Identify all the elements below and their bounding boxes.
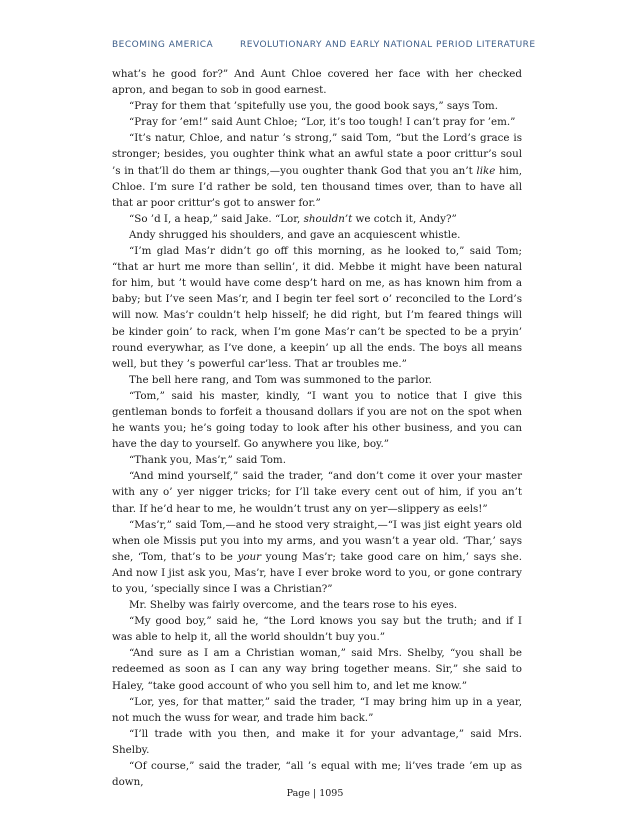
text-run: “So ’d I, a heap,” said Jake. “Lor, (129, 212, 304, 225)
text-run: “Thank you, Mas’r,” said Tom. (129, 454, 286, 467)
text-run: “I’m glad Mas’r didn’t go off this morning, as he looked to,” said Tom; “that ar hurt me more than sellin’, it did. Mebbe it might have been natural for him, but ’t would have come desp’t hard on me, as has known him from a baby; but I’ve seen Mas’r, and I begin ter feel sort o’ reconciled to the Lord’s will now. Mas’r couldn’t help hisself; he did right, but I’m feared things will be kinder goin’ to rack, when I’m gone Mas’r can’t be spected to be a pryin’ round everywhar, as I’ve done, a keepin’ up all the ends. The boys all means well, but they ’s powerful car’less. That ar troubles me.” (112, 245, 522, 370)
text-run: “And mind yourself,” said the trader, “and don’t come it over your master with any o’ yer nigger tricks; for I’ll take every cent out of him, if you an’t thar. If he’d hear to me, he wouldn’t trust any on yer—slippery as eels!” (112, 470, 522, 515)
paragraph (112, 211, 522, 227)
text-run: “It’s natur, Chloe, and natur ’s strong,” said Tom, “but the Lord’s grace is stronger; besides, you oughter think what an awful state a poor crittur’s soul ’s in that’ll do them ar things,—you oughter thank God that you an’t (112, 132, 522, 177)
running-header (112, 40, 536, 50)
paragraph (112, 388, 522, 452)
paragraph (112, 98, 522, 114)
paragraph (112, 66, 522, 98)
text-run: him, Chloe. I’m sure I’d rather be sold, ten thousand times over, than to have all that ar poor crittur’s got to answer for.” (112, 164, 522, 209)
paragraph (112, 726, 522, 758)
page-footer: Page | 1095 (286, 788, 344, 799)
text-run: “Lor, yes, for that matter,” said the trader, “I may bring him up in a year, not much the wuss for wear, and trade him back.” (112, 695, 522, 724)
paragraph (112, 114, 522, 130)
text-run: “Of course,” said the trader, “all ’s equal with me; li’ves trade ’em up as down, (112, 760, 522, 789)
italic-text: your (237, 550, 262, 563)
italic-text: shouldn’t (303, 212, 353, 225)
text-run: “Pray for ’em!” said Aunt Chloe; “Lor, it’s too tough! I can’t pray for ’em.” (129, 116, 516, 129)
text-run: young Mas’r; take good care on him,’ says she. And now I jist ask you, Mas’r, have I ever broke word to you, or gone contrary to you, ’specially since I was a Christian?” (112, 550, 522, 595)
paragraph (112, 372, 522, 388)
paragraph (112, 694, 522, 726)
body-text (112, 66, 522, 790)
text-run: “Mas’r,” said Tom,—and he stood very straight,—“I was jist eight years old when ole Missis put you into my arms, and you wasn’t a year old. ‘Thar,’ says she, ‘Tom, that’s to be (112, 518, 522, 563)
text-run: Andy shrugged his shoulders, and gave an acquiescent whistle. (129, 228, 461, 241)
italic-text: like (476, 164, 496, 177)
paragraph (112, 597, 522, 613)
paragraph (112, 758, 522, 790)
header-section-title: REVOLUTIONARY AND EARLY NATIONAL PERIOD LITERATURE (240, 40, 536, 50)
text-run: what’s he good for?” And Aunt Chloe covered her face with her checked apron, and began to sob in good earnest. (112, 68, 522, 97)
paragraph (112, 243, 522, 372)
paragraph (112, 613, 522, 645)
paragraph (112, 130, 522, 210)
paragraph (112, 468, 522, 516)
text-run: “And sure as I am a Christian woman,” said Mrs. Shelby, “you shall be redeemed as soon as I can any way bring together means. Sir,” she said to Haley, “take good account of who you sell him to, and let me know.” (112, 647, 522, 692)
paragraph (112, 517, 522, 597)
text-run: “I’ll trade with you then, and make it for your advantage,” said Mrs. Shelby. (112, 727, 522, 756)
text-run: Mr. Shelby was fairly overcome, and the tears rose to his eyes. (129, 599, 458, 612)
header-book-title: BECOMING AMERICA (112, 40, 214, 50)
text-run: we cotch it, Andy?” (352, 212, 457, 225)
text-run: “Pray for them that ’spitefully use you, the good book says,” says Tom. (129, 100, 498, 113)
text-run: The bell here rang, and Tom was summoned to the parlor. (129, 373, 432, 386)
paragraph (112, 452, 522, 468)
paragraph (112, 645, 522, 693)
text-run: “Tom,” said his master, kindly, “I want you to notice that I give this gentleman bonds to forfeit a thousand dollars if you are not on the spot when he wants you; he’s going today to look after his other business, and you can have the day to yourself. Go anywhere you like, boy.” (112, 389, 522, 451)
paragraph (112, 227, 522, 243)
text-run: “My good boy,” said he, “the Lord knows you say but the truth; and if I was able to help it, all the world shouldn’t buy you.” (112, 615, 522, 644)
